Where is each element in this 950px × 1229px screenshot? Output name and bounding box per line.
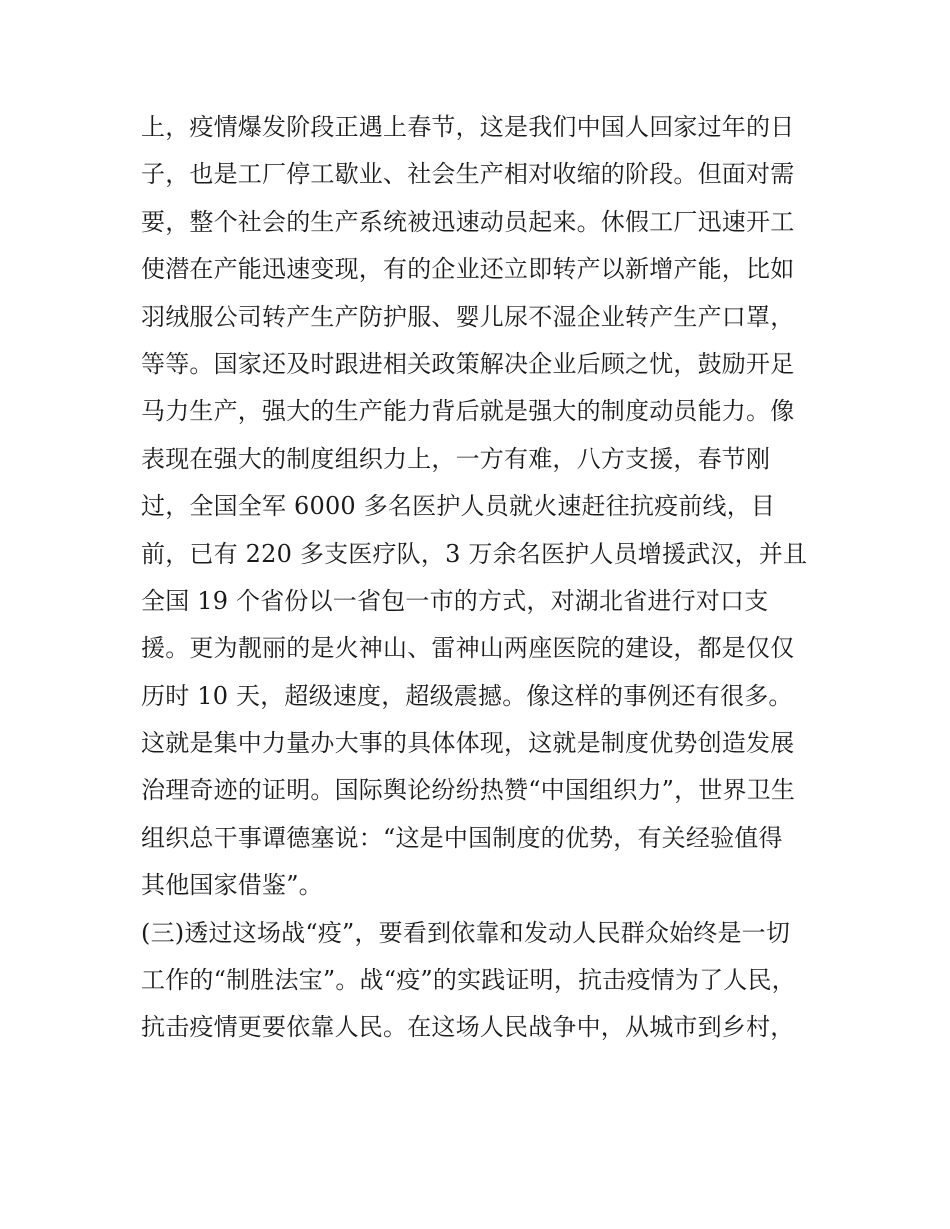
text-line: 要，整个社会的生产系统被迅速动员起来。休假工厂迅速开工 xyxy=(141,207,795,236)
text-line: 使潜在产能迅速变现，有的企业还立即转产以新增产能，比如 xyxy=(141,255,795,284)
text-line: 其他国家借鉴”。 xyxy=(141,871,323,900)
text-line: 抗击疫情更要依靠人民。在这场人民战争中，从城市到乡村， xyxy=(141,1013,795,1042)
text-line: 上，疫情爆发阶段正遇上春节，这是我们中国人回家过年的日 xyxy=(141,113,795,141)
text-line: 治理奇迹的证明。国际舆论纷纷热赞“中国组织力”，世界卫生 xyxy=(141,776,796,805)
text-line: 羽绒服公司转产生产防护服、婴儿尿不湿企业转产生产口罩， xyxy=(141,302,795,331)
text-line: 马力生产，强大的生产能力背后就是强大的制度动员能力。像 xyxy=(141,397,795,426)
text-line: 工作的“制胜法宝”。战“疫”的实践证明，抗击疫情为了人民， xyxy=(141,966,796,995)
text-line: 过，全国全军 6000 多名医护人员就火速赶往抗疫前线，目 xyxy=(141,492,776,521)
text-line: 前，已有 220 多支医疗队，3 万余名医护人员增援武汉，并且 xyxy=(141,539,808,568)
text-line: 这就是集中力量办大事的具体体现，这就是制度优势创造发展 xyxy=(141,729,795,758)
text-line: 援。更为靓丽的是火神山、雷神山两座医院的建设，都是仅仅 xyxy=(141,634,795,663)
text-line: 子，也是工厂停工歇业、社会生产相对收缩的阶段。但面对需 xyxy=(141,160,795,189)
text-line: 等等。国家还及时跟进相关政策解决企业后顾之忧，鼓励开足 xyxy=(141,349,795,378)
text-line: 历时 10 天，超级速度，超级震撼。像这样的事例还有很多。 xyxy=(141,681,793,710)
body-text xyxy=(141,104,821,1052)
text-line: 组织总干事谭德塞说：“这是中国制度的优势，有关经验值得 xyxy=(141,823,783,852)
section-heading-line: (三)透过这场战“疫”，要看到依靠和发动人民群众始终是一切 xyxy=(141,918,791,947)
text-line: 全国 19 个省份以一省包一市的方式，对湖北省进行对口支 xyxy=(141,586,769,615)
text-line: 表现在强大的制度组织力上，一方有难，八方支援，春节刚 xyxy=(141,444,771,473)
